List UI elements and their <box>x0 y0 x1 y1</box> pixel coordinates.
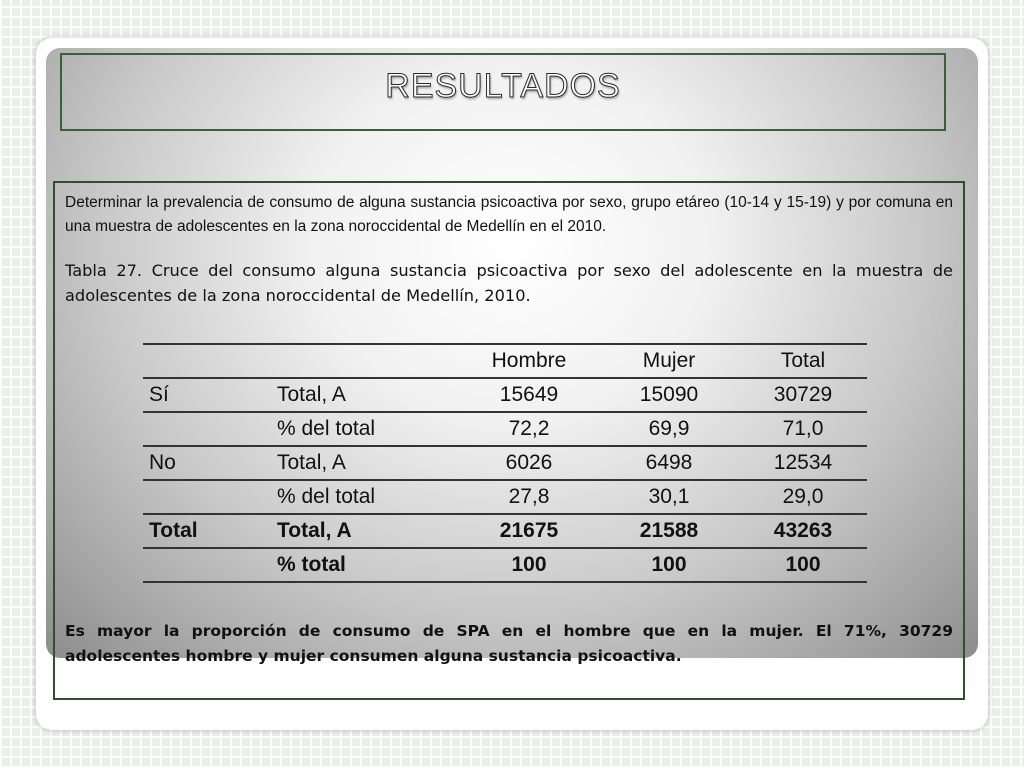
table-cell: 71,0 <box>739 412 867 446</box>
table-cell: 100 <box>739 548 867 582</box>
table-cell: No <box>143 446 271 480</box>
table-cell: Total, A <box>271 378 459 412</box>
table-cell: 43263 <box>739 514 867 548</box>
table-row <box>143 446 867 480</box>
table-header-row <box>143 344 867 378</box>
table-cell: 100 <box>599 548 739 582</box>
table-cell: 100 <box>459 548 599 582</box>
table-cell: 6026 <box>459 446 599 480</box>
table-cell: 29,0 <box>739 480 867 514</box>
table-row <box>143 378 867 412</box>
conclusion-text: Es mayor la proporción de consumo de SPA en el hombre que en la mujer. El 71%, 30729 adolescentes hombre y mujer consumen alguna sustancia psicoactiva. <box>65 622 953 665</box>
table-cell: % del total <box>271 412 459 446</box>
table-cell <box>143 548 271 582</box>
header-hombre: Hombre <box>459 344 599 378</box>
table-cell: 15090 <box>599 378 739 412</box>
table-cell: % total <box>271 548 459 582</box>
slide-title: RESULTADOS <box>385 66 621 105</box>
table-row <box>143 412 867 446</box>
table-cell: % del total <box>271 480 459 514</box>
title-box <box>60 53 946 131</box>
table-cell: 69,9 <box>599 412 739 446</box>
table-row-total <box>143 514 867 548</box>
table-cell: 15649 <box>459 378 599 412</box>
header-total: Total <box>739 344 867 378</box>
header-mujer: Mujer <box>599 344 739 378</box>
table-cell <box>143 412 271 446</box>
header-cell <box>271 344 459 378</box>
table-cell: 6498 <box>599 446 739 480</box>
table-cell: Total, A <box>271 514 459 548</box>
table-cell: 30729 <box>739 378 867 412</box>
table-cell: 12534 <box>739 446 867 480</box>
table-cell: Sí <box>143 378 271 412</box>
results-table <box>143 343 867 583</box>
table-cell: 21675 <box>459 514 599 548</box>
objective-text: Determinar la prevalencia de consumo de alguna sustancia psicoactiva por sexo, grupo etáreo (10-14 y 15-19) y por comuna en una muestra de adolescentes en la zona noroccidental de Medellín en el 2010. <box>65 194 953 235</box>
header-cell <box>143 344 271 378</box>
table-cell: 27,8 <box>459 480 599 514</box>
table-cell: Total, A <box>271 446 459 480</box>
table-cell: 21588 <box>599 514 739 548</box>
table-cell: Total <box>143 514 271 548</box>
table-caption: Tabla 27. Cruce del consumo alguna sustancia psicoactiva por sexo del adolescente en la muestra de adolescentes de la zona noroccidental de Medellín, 2010. <box>65 261 953 305</box>
table-cell: 30,1 <box>599 480 739 514</box>
table-row-total-percent <box>143 548 867 582</box>
content-box <box>53 181 965 700</box>
table-cell <box>143 480 271 514</box>
table-row <box>143 480 867 514</box>
table-cell: 72,2 <box>459 412 599 446</box>
